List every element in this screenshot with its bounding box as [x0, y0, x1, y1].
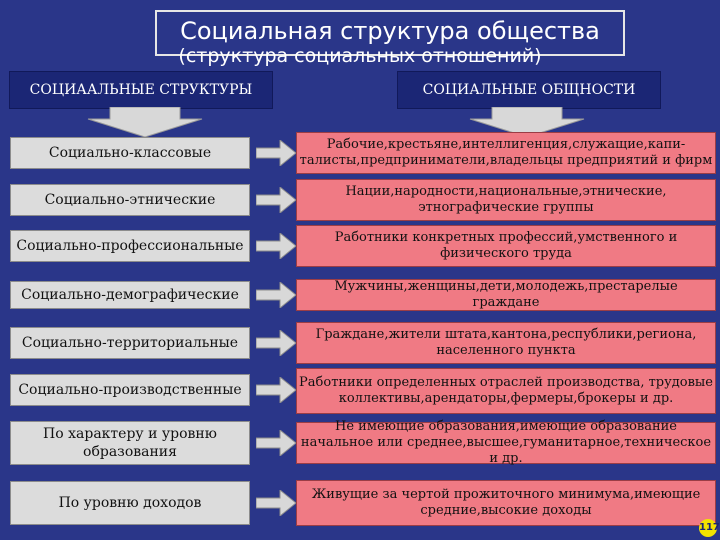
- right-arrow-icon: [256, 140, 296, 166]
- community-box-6: [296, 368, 716, 414]
- structure-box-6: Социально-производственные: [10, 374, 250, 406]
- community-text-2: Нации,народности,национальные,этнические, этнографические группы: [345, 184, 667, 215]
- community-box-4: [296, 279, 716, 311]
- structure-box-7: [10, 421, 250, 465]
- community-text-1: Рабочие,крестьяне,интеллигенция,служащие,капи-талисты,предприниматели,владельцы предприятий и фирм: [299, 137, 713, 168]
- community-text-7: Не имеющие образования,имеющие образование начальное или среднее,высшее,гуманитарное,техническое и др.: [300, 419, 712, 466]
- structure-box-3: Социально-профессиональные: [10, 230, 250, 262]
- right-arrow-icon: [256, 233, 296, 259]
- slide-title: Социальная структура общества: [180, 17, 600, 45]
- community-box-7: [296, 419, 716, 466]
- community-text-8: Живущие за чертой прожиточного минимума,имеющие средние,высокие доходы: [311, 487, 701, 518]
- community-text-4: Мужчины,женщины,дети,молодежь,престарелые граждане: [334, 279, 678, 310]
- community-box-8: [296, 480, 716, 526]
- down-arrow-left-icon: [80, 107, 210, 137]
- right-arrow-icon: [256, 490, 296, 516]
- right-arrow-icon: [256, 282, 296, 308]
- community-text-6: Работники определенных отраслей производства, трудовые коллективы,арендаторы,фермеры,брокеры и др.: [299, 375, 713, 406]
- community-text-5: Граждане,жители штата,кантона,республики,региона, населенного пункта: [315, 327, 697, 358]
- structure-box-1: Социально-классовые: [10, 137, 250, 169]
- community-box-1: [296, 132, 716, 174]
- header-social-structures: СОЦИААЛЬНЫЕ СТРУКТУРЫ: [10, 72, 272, 108]
- community-text-3: Работники конкретных профессий,умственного и физического труда: [334, 230, 678, 261]
- structure-box-4: Социально-демографические: [10, 281, 250, 309]
- community-box-3: [296, 225, 716, 267]
- structure-box-8: По уровню доходов: [10, 481, 250, 525]
- structure-box-2: Социально-этнические: [10, 184, 250, 216]
- structure-text-7: По характеру и уровню образования: [43, 426, 217, 460]
- structure-box-5: Социально-территориальные: [10, 327, 250, 359]
- right-arrow-icon: [256, 330, 296, 356]
- right-arrow-icon: [256, 430, 296, 456]
- right-arrow-icon: [256, 377, 296, 403]
- community-box-2: [296, 179, 716, 221]
- community-box-5: [296, 322, 716, 364]
- page-number-badge: 117: [699, 519, 717, 537]
- slide-subtitle: (структура социальных отношений): [178, 45, 542, 67]
- header-social-communities: СОЦИАЛЬНЫЕ ОБЩНОСТИ: [398, 72, 660, 108]
- right-arrow-icon: [256, 187, 296, 213]
